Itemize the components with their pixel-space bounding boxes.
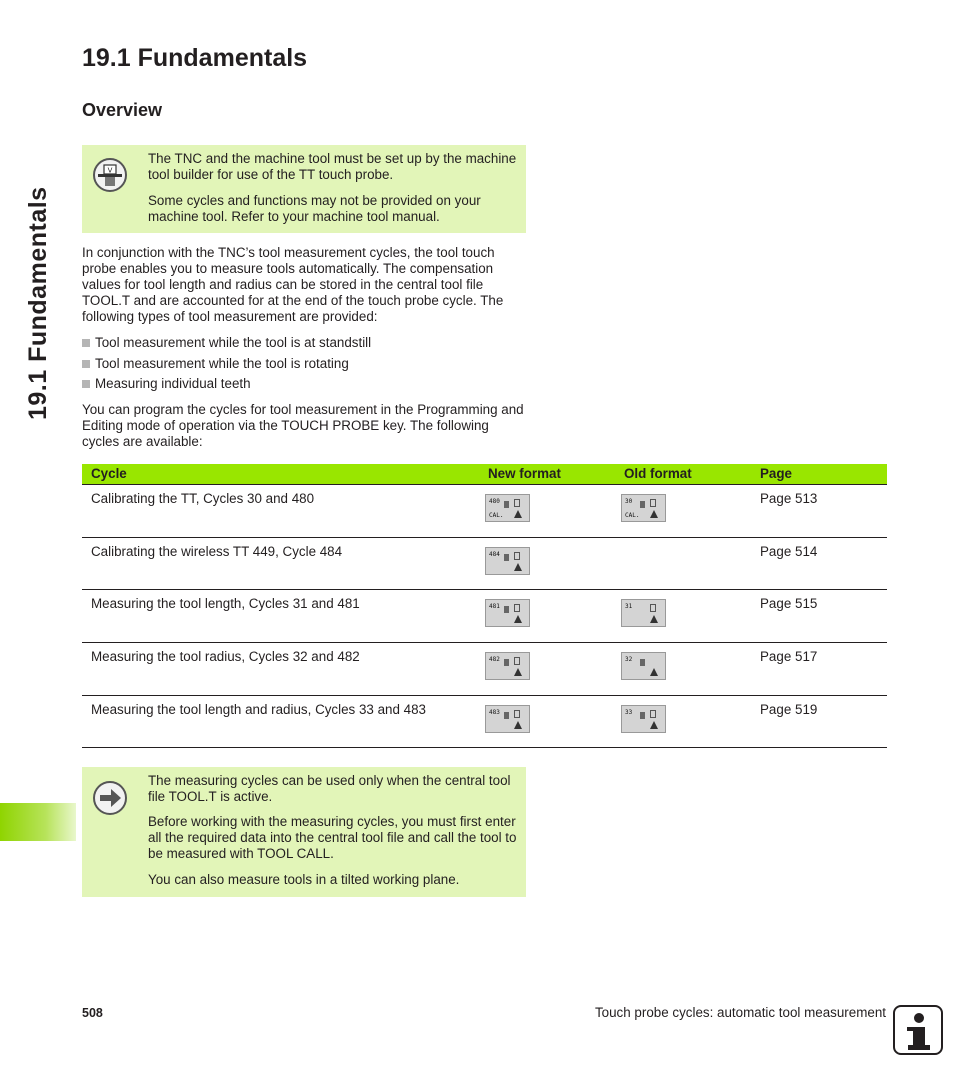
table-header-row [82,464,887,485]
bullet-square-icon [82,380,90,388]
info-icon [893,1005,943,1055]
cycle-name: Calibrating the TT, Cycles 30 and 480 [82,485,479,538]
cycle-name: Measuring the tool radius, Cycles 32 and 482 [82,643,479,696]
header-old-format: Old format [615,464,751,485]
program-paragraph: You can program the cycles for tool measurement in the Programming and Editing mode of operation via the TOUCH PROBE key. The following cycles are available: [82,402,524,449]
tip-note-text-1: The measuring cycles can be used only when the central tool file TOOL.T is active. [148,773,511,804]
page-number: 508 [82,1006,103,1020]
table-row [82,590,887,643]
header-cycle: Cycle [82,464,479,485]
header-page: Page [751,464,887,485]
cycle-name: Measuring the tool length, Cycles 31 and 481 [82,590,479,643]
cycle-softkey-33: 33 [621,705,666,733]
page-ref: Page 514 [751,538,887,590]
old-format-cell [615,590,751,643]
tip-note-text-2: Before working with the measuring cycles, you must first enter all the required data into the central tool file and call the tool to be measured with TOOL CALL. [148,814,517,861]
page-title: 19.1 Fundamentals [82,44,308,72]
old-format-cell [615,696,751,748]
cycle-softkey-480: 480 CAL. [485,494,530,522]
cycle-softkey-484: 484 [485,547,530,575]
old-format-cell [615,485,751,538]
table-row [82,643,887,696]
old-format-cell [615,643,751,696]
chapter-tab-marker [0,803,76,841]
svg-text:V: V [107,166,113,175]
cycle-softkey-482: 482 [485,652,530,680]
page-ref: Page 513 [751,485,887,538]
new-format-cell [479,590,615,643]
cycle-softkey-31: 31 [621,599,666,627]
machine-manual-icon [93,158,127,192]
cycle-softkey-32: 32 [621,652,666,680]
page-ref: Page 517 [751,643,887,696]
new-format-cell [479,538,615,590]
page-ref: Page 515 [751,590,887,643]
arrow-right-icon [93,781,127,815]
table-row [82,485,887,538]
new-format-cell [479,643,615,696]
section-heading: Overview [82,100,163,120]
table-row [82,538,887,590]
list-item: Tool measurement while the tool is rotating [82,356,349,372]
list-item: Tool measurement while the tool is at standstill [82,335,371,351]
machine-note-text-2: Some cycles and functions may not be provided on your machine tool. Refer to your machine tool manual. [148,193,481,224]
cycle-softkey-30: 30 CAL. [621,494,666,522]
cycle-name: Measuring the tool length and radius, Cycles 33 and 483 [82,696,479,748]
list-item: Measuring individual teeth [82,376,251,392]
cycle-name: Calibrating the wireless TT 449, Cycle 484 [82,538,479,590]
table-row [82,696,887,748]
machine-note-text-1: The TNC and the machine tool must be set up by the machine tool builder for use of the TT touch probe. [148,151,517,182]
header-new-format: New format [479,464,615,485]
cycles-table [82,464,887,748]
bullet-square-icon [82,339,90,347]
tip-note-box [82,767,526,897]
cycle-softkey-483: 483 [485,705,530,733]
bullet-square-icon [82,360,90,368]
chapter-footer: Touch probe cycles: automatic tool measurement [594,1005,886,1020]
intro-paragraph: In conjunction with the TNC’s tool measurement cycles, the tool touch probe enables you to measure tools automatically. The compensation values for tool length and radius can be stored in the central tool file TOOL.T and are accounted for at the end of the touch probe cycle. The following types of tool measurement are provided: [82,245,504,324]
tip-note-text-3: You can also measure tools in a tilted working plane. [148,872,460,887]
machine-note-box [82,145,526,233]
new-format-cell [479,696,615,748]
page-ref: Page 519 [751,696,887,748]
side-chapter-title-text: 19.1 Fundamentals [24,186,52,420]
cycle-softkey-481: 481 [485,599,530,627]
new-format-cell [479,485,615,538]
old-format-cell [615,538,751,590]
